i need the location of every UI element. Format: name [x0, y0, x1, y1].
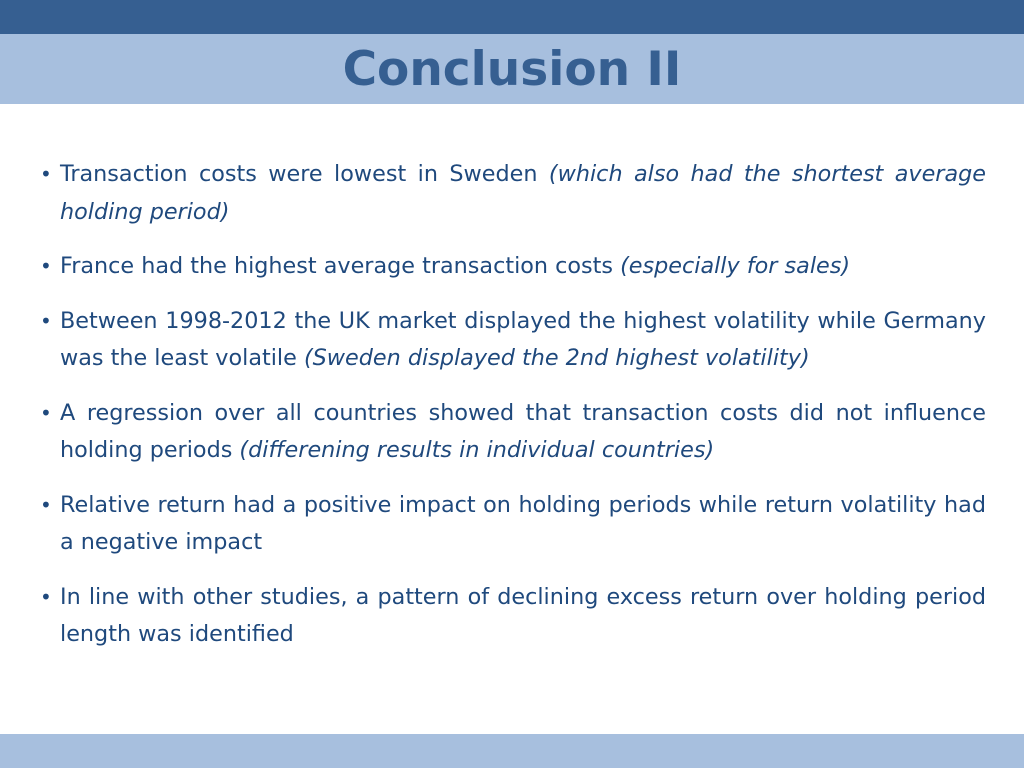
bullet-text — [60, 308, 986, 372]
bullet-item — [40, 156, 986, 231]
bullet-note: (which also had the shortest average holding period) — [60, 161, 987, 225]
bullet-text — [60, 584, 986, 648]
bottom-accent-bar — [0, 734, 1024, 768]
bullet-icon: • — [40, 254, 52, 278]
bullet-main-text: A regression over all countries showed that transaction costs did not influence holding periods — [60, 399, 986, 463]
bullet-main-text: In line with other studies, a pattern of declining excess return over holding period length was identified — [60, 583, 986, 647]
bullet-item — [40, 487, 986, 562]
bullet-text — [60, 161, 986, 225]
bullet-text — [60, 492, 986, 556]
bullet-icon: • — [40, 492, 52, 517]
bullet-item — [40, 395, 986, 470]
bullet-main-text: Between 1998-2012 the UK market displayed the highest volatility while Germany was the least volatile — [60, 307, 986, 371]
slide-title: Conclusion II — [342, 42, 682, 97]
bullet-text — [60, 253, 850, 279]
bullet-main-text: France had the highest average transaction costs — [60, 253, 621, 279]
bullet-icon: • — [40, 584, 52, 609]
bullet-text — [60, 400, 986, 464]
bullet-note: (especially for sales) — [620, 253, 851, 279]
bullet-item — [40, 303, 986, 378]
bullet-item — [40, 579, 986, 654]
bullet-note: (Sweden displayed the 2nd highest volatility) — [303, 345, 810, 371]
bullet-main-text: Relative return had a positive impact on holding periods while return volatility had a negative impact — [60, 491, 986, 555]
bullet-icon: • — [40, 308, 52, 333]
bullet-icon: • — [40, 162, 52, 186]
bullet-list — [40, 156, 986, 671]
bullet-note: (differening results in individual countries) — [239, 437, 715, 463]
top-accent-bar — [0, 0, 1024, 34]
bullet-item — [40, 248, 986, 286]
bullet-icon: • — [40, 400, 52, 425]
bullet-main-text: Transaction costs were lowest in Sweden — [60, 161, 549, 187]
